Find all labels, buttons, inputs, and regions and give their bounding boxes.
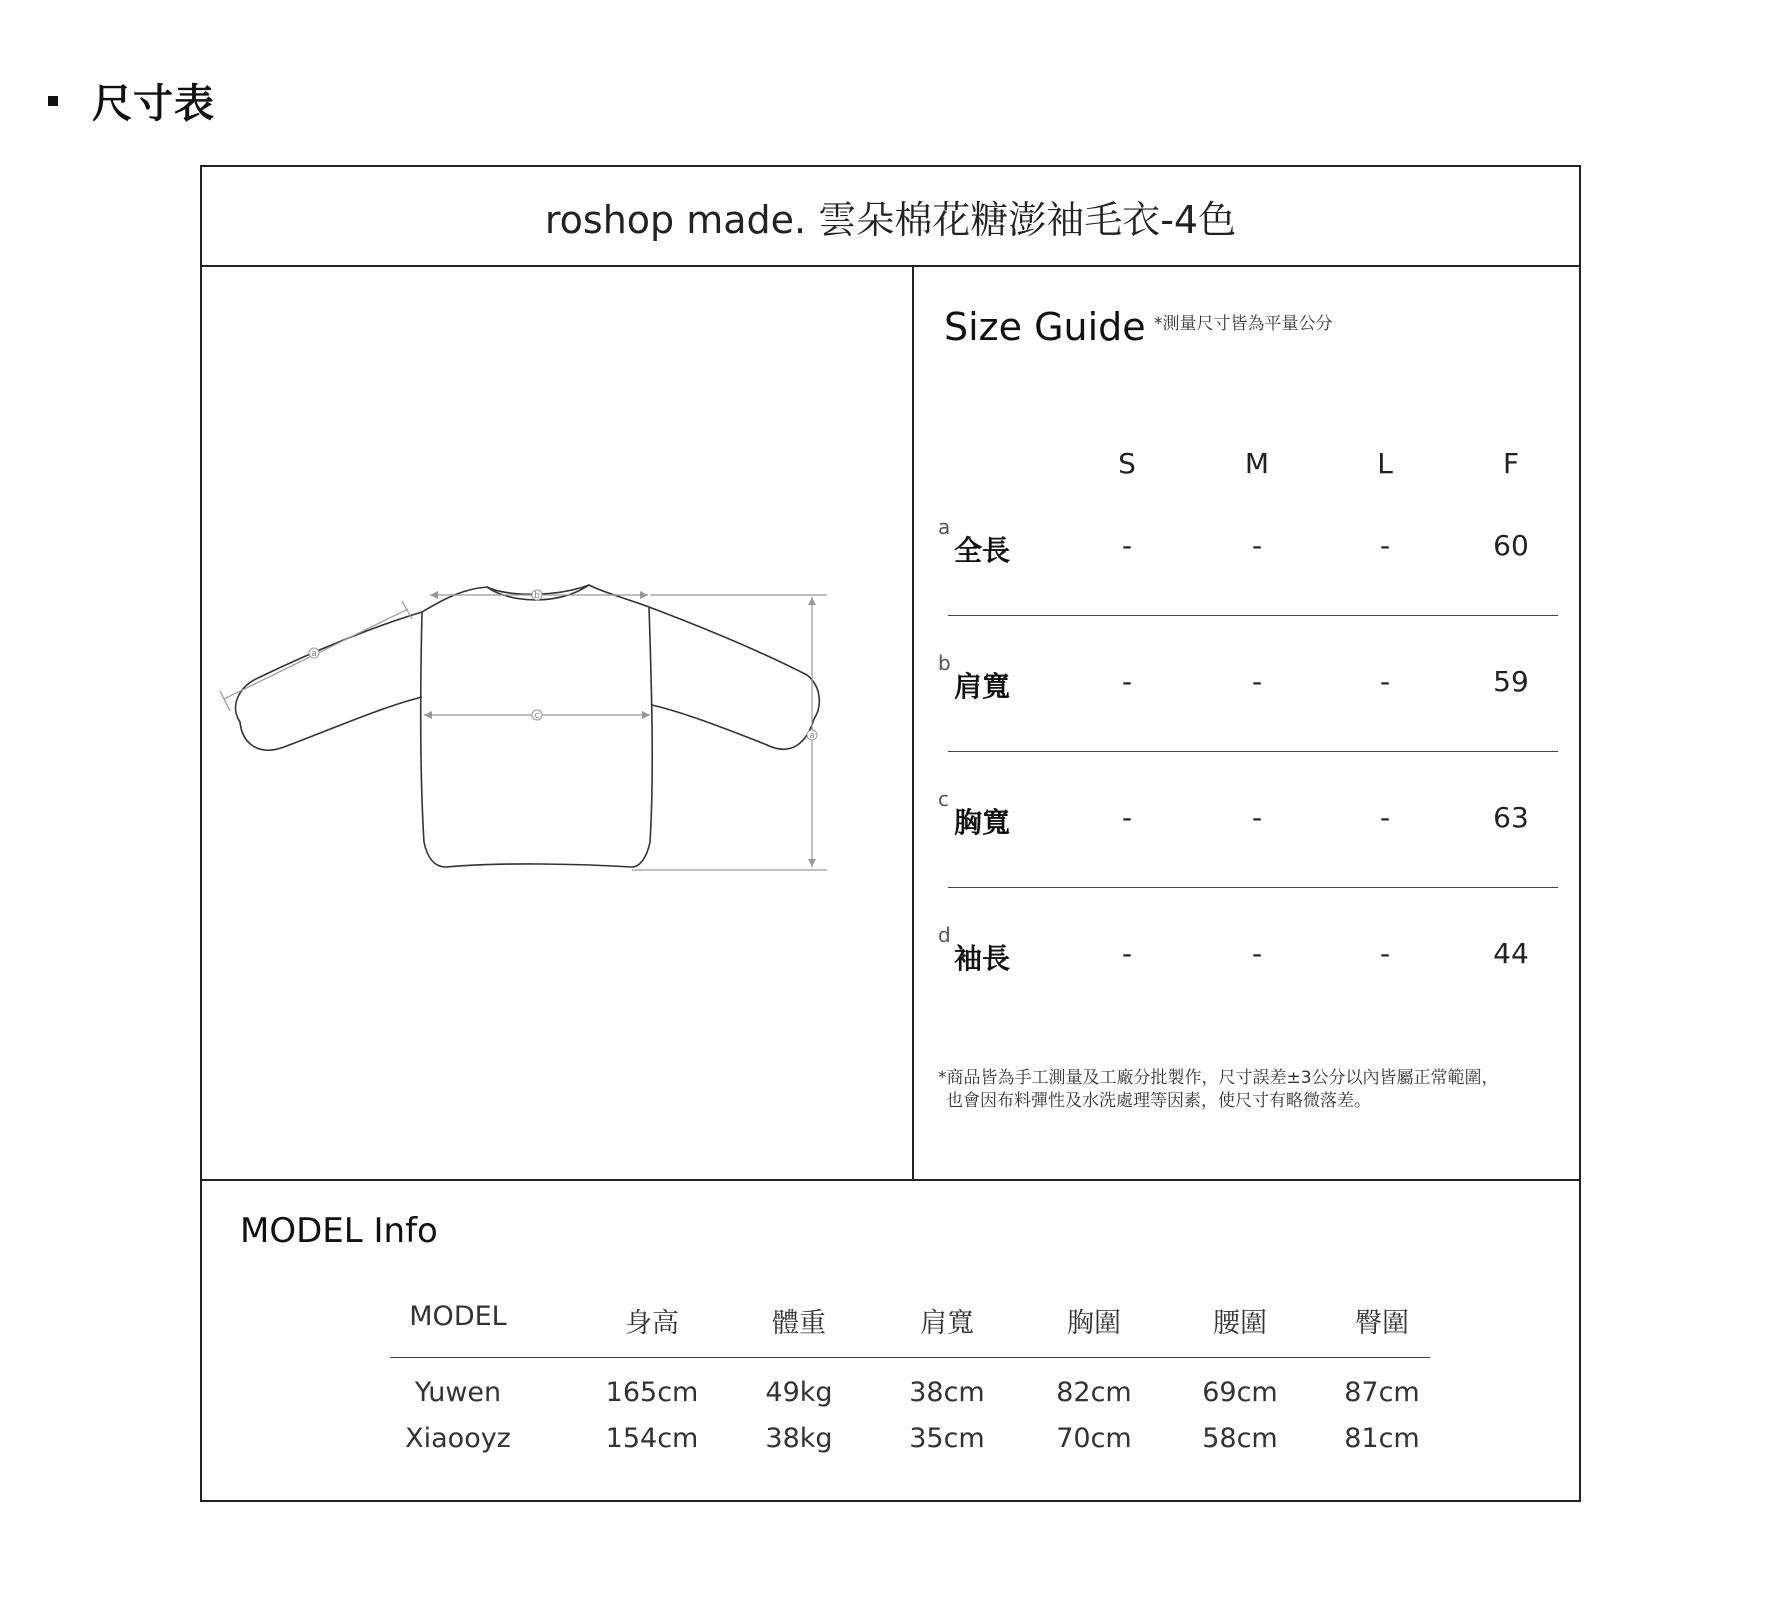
size-cell: -: [1379, 665, 1391, 698]
size-cell: -: [1251, 665, 1263, 698]
garment-diagram-panel: [202, 267, 914, 1179]
left-sleeve: [236, 612, 422, 750]
size-cell: -: [1379, 937, 1391, 970]
row-label: 肩寬: [954, 670, 1011, 703]
model-info-panel: [202, 1179, 1579, 1502]
model-cell: 82cm: [1056, 1377, 1132, 1408]
size-col-s: S: [1118, 447, 1136, 480]
size-cell: -: [1251, 801, 1263, 834]
garment-diagram: [202, 267, 914, 1179]
row-letter: c: [938, 787, 949, 811]
model-info-title: MODEL Info: [240, 1211, 438, 1251]
marker-sleeve: a: [311, 649, 317, 659]
model-cell: 81cm: [1344, 1423, 1420, 1454]
size-cell: 63: [1493, 801, 1529, 834]
model-col-header: 胸圍: [1067, 1308, 1121, 1339]
size-col-m: M: [1244, 447, 1270, 480]
row-letter: d: [938, 923, 951, 947]
model-col-header: MODEL: [409, 1301, 507, 1332]
footnote-line-2: 也會因布料彈性及水洗處理等因素，使尺寸有略微落差。: [946, 1091, 1371, 1111]
size-guide-footnote: [938, 1067, 1578, 1113]
row-letter: a: [938, 515, 951, 539]
row-label: 胸寬: [954, 806, 1011, 839]
marker-length: a: [809, 731, 815, 741]
model-col-header: 體重: [772, 1308, 826, 1339]
size-cell: -: [1251, 937, 1263, 970]
size-cell: -: [1379, 801, 1391, 834]
row-divider: [948, 751, 1558, 752]
size-cell: 44: [1493, 937, 1529, 970]
row-divider: [948, 887, 1558, 888]
model-cell: 35cm: [909, 1423, 985, 1454]
size-cell: -: [1121, 801, 1133, 834]
row-letter: b: [938, 651, 951, 675]
model-cell: 165cm: [605, 1377, 699, 1408]
model-name: Xiaooyz: [405, 1423, 511, 1454]
marker-shoulder: b: [534, 591, 540, 601]
size-cell: -: [1251, 529, 1263, 562]
section-heading-title: 尺寸表: [92, 81, 215, 127]
model-col-header: 臀圍: [1355, 1308, 1409, 1339]
model-cell: 87cm: [1344, 1377, 1420, 1408]
size-cell: 59: [1493, 665, 1529, 698]
model-cell: 154cm: [605, 1423, 699, 1454]
row-label: 全長: [954, 534, 1011, 567]
model-cell: 69cm: [1202, 1377, 1278, 1408]
model-cell: 38kg: [765, 1423, 833, 1454]
model-cell: 70cm: [1056, 1423, 1132, 1454]
model-cell: 49kg: [765, 1377, 833, 1408]
row-divider: [948, 615, 1558, 616]
bullet-icon: [48, 96, 58, 106]
model-col-header: 身高: [625, 1308, 679, 1339]
size-chart-card: [200, 165, 1581, 1502]
garment-outline: [421, 585, 653, 867]
model-cell: 38cm: [909, 1377, 985, 1408]
model-table-divider: [390, 1357, 1430, 1358]
size-cell: -: [1121, 937, 1133, 970]
section-heading: [48, 72, 215, 129]
model-col-header: 肩寬: [920, 1308, 974, 1339]
marker-chest: c: [534, 711, 540, 721]
size-guide-note: *測量尺寸皆為平量公分: [1154, 314, 1333, 334]
model-col-header: 腰圍: [1213, 1308, 1267, 1339]
size-guide-title: Size Guide: [944, 305, 1146, 349]
size-cell: -: [1379, 529, 1391, 562]
product-title: roshop made. 雲朵棉花糖澎袖毛衣-4色: [202, 167, 1579, 267]
size-cell: -: [1121, 665, 1133, 698]
footnote-line-1: *商品皆為手工測量及工廠分批製作，尺寸誤差±3公分以內皆屬正常範圍，: [938, 1068, 1499, 1088]
model-cell: 58cm: [1202, 1423, 1278, 1454]
right-sleeve: [649, 607, 819, 749]
size-cell: 60: [1493, 529, 1529, 562]
size-guide-panel: [914, 267, 1581, 1179]
size-cell: -: [1121, 529, 1133, 562]
row-label: 袖長: [954, 942, 1011, 975]
model-name: Yuwen: [414, 1377, 502, 1408]
size-col-f: F: [1502, 447, 1520, 480]
size-col-l: L: [1377, 447, 1393, 480]
